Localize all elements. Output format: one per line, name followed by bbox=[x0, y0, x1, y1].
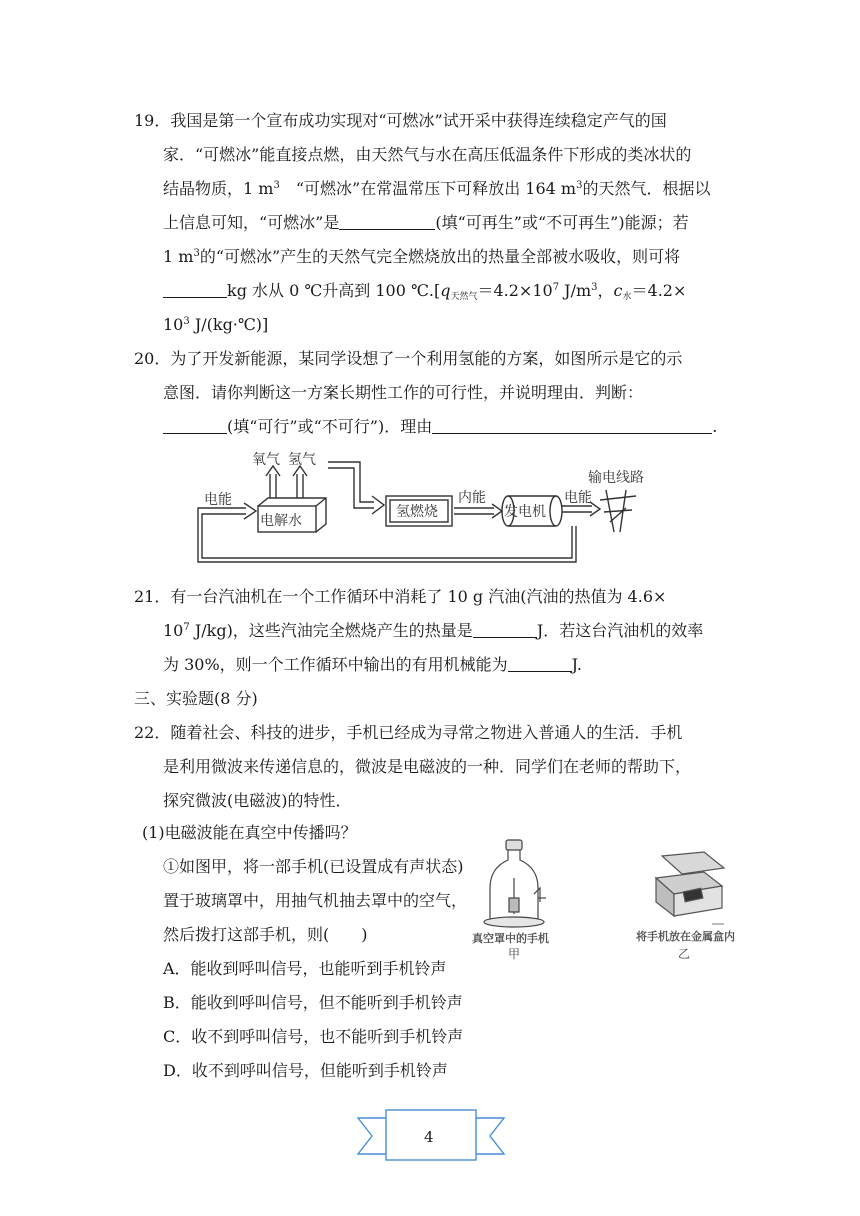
q19-line-3: 结晶物质，1 $m^3$ “可燃冰”在常温常压下可释放出 164 $m^3$的天然气．根据以 bbox=[163, 179, 711, 198]
option-a[interactable]: A．能收到呼叫信号，也能听到手机铃声 bbox=[163, 959, 447, 978]
q19-line-1: 19．我国是第一个宣布成功实现对“可燃冰”试开采中获得连续稳定产气的国 bbox=[134, 111, 667, 130]
electric-energy-left-label: 电能 bbox=[204, 491, 232, 507]
q19-line-6: kg 水从 0 ℃升高到 100 $℃.[q_{天然气}=4.2\times 10^7$ $J/m^3$，$c_水=4.2\times$ bbox=[163, 280, 686, 302]
answer-blank[interactable] bbox=[163, 417, 227, 434]
hydrogen-label: 氢气 bbox=[288, 451, 316, 467]
answer-blank[interactable] bbox=[473, 621, 537, 638]
power-line-label: 输电线路 bbox=[588, 469, 644, 485]
oxygen-label: 氧气 bbox=[252, 451, 280, 467]
answer-blank[interactable] bbox=[508, 655, 572, 672]
q22-step-line-3: 然后拨打这部手机，则( ) bbox=[163, 925, 368, 944]
q22-step-line-2: 置于玻璃罩中，用抽气机抽去罩中的空气， bbox=[163, 891, 468, 910]
q21-line-2: $10^7$ J/kg)，这些汽油完全燃烧产生的热量是 J．若这台汽油机的效率 bbox=[163, 621, 704, 640]
metal-box-caption: 将手机放在金属盒内 bbox=[636, 931, 735, 943]
electric-energy-right-label: 电能 bbox=[564, 489, 592, 505]
figure-jia-label: 甲 bbox=[508, 947, 521, 961]
figure-yi-label: 乙 bbox=[678, 947, 691, 961]
q22-line-2: 是利用微波来传递信息的，微波是电磁波的一种．同学们在老师的帮助下， bbox=[163, 757, 692, 776]
q22-line-3: 探究微波(电磁波)的特性． bbox=[163, 791, 352, 810]
q20-line-1: 20．为了开发新能源，某同学设想了一个利用氢能的方案，如图所示是它的示 bbox=[134, 349, 683, 368]
option-c[interactable]: C．收不到呼叫信号，也不能听到手机铃声 bbox=[163, 1027, 464, 1046]
option-d[interactable]: D．收不到呼叫信号，但能听到手机铃声 bbox=[163, 1061, 448, 1080]
q19-line-5: 1 $m^3$的“可燃冰”产生的天然气完全燃烧放出的热量全部被水吸收，则可将 bbox=[163, 247, 681, 266]
q20-line-3: (填“可行”或“不可行”)．理由 . bbox=[163, 416, 717, 438]
internal-energy-label: 内能 bbox=[458, 489, 486, 505]
q19-line-2: 家．“可燃冰”能直接点燃，由天然气与水在高压低温条件下形成的类冰状的 bbox=[163, 145, 692, 164]
option-b[interactable]: B．能收到呼叫信号，但不能听到手机铃声 bbox=[163, 993, 463, 1012]
q22-line-1: 22．随着社会、科技的进步，手机已经成为寻常之物进入普通人的生活．手机 bbox=[134, 723, 683, 742]
q21-line-1: 21．有一台汽油机在一个工作循环中消耗了 10 g 汽油(汽油的热值为 4.6× bbox=[134, 587, 667, 606]
metal-box-figure bbox=[632, 850, 744, 964]
electrolysis-label: 电解水 bbox=[260, 512, 302, 528]
answer-blank[interactable] bbox=[163, 281, 227, 298]
q22-step-line-1: ①如图甲，将一部手机(已设置成有声状态) bbox=[163, 857, 464, 876]
bell-jar-caption: 真空罩中的手机 bbox=[472, 933, 549, 945]
hydrogen-energy-diagram bbox=[196, 446, 656, 568]
q19-line-4: 上信息可知，“可燃冰”是 (填“可再生”或“不可再生”)能源；若 bbox=[163, 213, 689, 232]
generator-label: 发电机 bbox=[504, 503, 546, 519]
q21-line-3: 为 30%，则一个工作循环中输出的有用机械能为 J. bbox=[163, 655, 582, 674]
hydrogen-burn-label: 氢燃烧 bbox=[396, 503, 438, 519]
page-number: 4 bbox=[424, 1128, 434, 1146]
q19-line-7: $10^3$ J/(kg·℃)] bbox=[163, 315, 269, 334]
section-title: 三、实验题(8 分) bbox=[134, 689, 258, 708]
answer-blank[interactable] bbox=[432, 417, 712, 434]
answer-blank[interactable] bbox=[339, 213, 435, 230]
q22-subquestion-1: (1)电磁波能在真空中传播吗？ bbox=[142, 823, 357, 842]
bell-jar-figure bbox=[466, 838, 566, 964]
q20-line-2: 意图．请你判断这一方案长期性工作的可行性，并说明理由．判断： bbox=[163, 383, 644, 402]
